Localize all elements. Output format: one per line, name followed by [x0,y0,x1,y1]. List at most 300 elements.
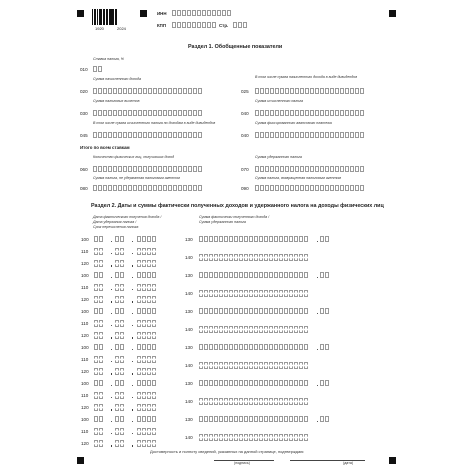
input-cell[interactable] [254,308,258,314]
input-cell[interactable] [137,356,141,362]
input-cell[interactable] [204,326,208,332]
date-day-cells[interactable] [94,428,103,434]
input-cell[interactable] [137,308,141,314]
input-cell[interactable] [299,416,303,422]
input-cell[interactable] [153,132,157,138]
input-cell[interactable] [152,440,156,446]
input-cell[interactable] [193,88,197,94]
input-cell[interactable] [264,254,268,260]
input-cell[interactable] [259,398,263,404]
input-cell[interactable] [244,236,248,242]
deductions-cells[interactable] [93,110,202,116]
input-cell[interactable] [294,344,298,350]
date-month-cells[interactable] [115,344,124,350]
input-cell[interactable] [290,88,294,94]
input-cell[interactable] [188,88,192,94]
input-cell[interactable] [299,362,303,368]
input-cell[interactable] [103,185,107,191]
calculated-tax-cells[interactable] [255,110,364,116]
input-cell[interactable] [325,380,329,386]
input-cell[interactable] [199,416,203,422]
input-cell[interactable] [274,272,278,278]
input-cell[interactable] [142,272,146,278]
input-cell[interactable] [229,272,233,278]
input-cell[interactable] [239,380,243,386]
input-cell[interactable] [128,110,132,116]
input-cell[interactable] [163,166,167,172]
input-cell[interactable] [269,380,273,386]
input-cell[interactable] [152,248,156,254]
input-cell[interactable] [304,290,308,296]
input-cell[interactable] [177,22,181,28]
input-cell[interactable] [229,236,233,242]
input-cell[interactable] [103,132,107,138]
input-cell[interactable] [320,88,324,94]
input-cell[interactable] [304,236,308,242]
date-day-cells[interactable] [94,296,103,302]
income-amount-cells[interactable] [199,344,308,350]
input-cell[interactable] [152,296,156,302]
input-cell[interactable] [137,380,141,386]
input-cell[interactable] [123,132,127,138]
input-cell[interactable] [137,236,141,242]
input-cell[interactable] [224,272,228,278]
input-cell[interactable] [178,166,182,172]
input-cell[interactable] [249,362,253,368]
input-cell[interactable] [214,362,218,368]
input-cell[interactable] [255,132,259,138]
input-cell[interactable] [244,254,248,260]
input-cell[interactable] [304,380,308,386]
input-cell[interactable] [108,110,112,116]
input-cell[interactable] [299,236,303,242]
input-cell[interactable] [147,236,151,242]
input-cell[interactable] [188,132,192,138]
input-cell[interactable] [254,290,258,296]
input-cell[interactable] [315,166,319,172]
input-cell[interactable] [163,88,167,94]
input-cell[interactable] [137,284,141,290]
input-cell[interactable] [274,308,278,314]
input-cell[interactable] [148,185,152,191]
input-cell[interactable] [209,236,213,242]
input-cell[interactable] [153,185,157,191]
input-cell[interactable] [183,132,187,138]
input-cell[interactable] [219,416,223,422]
input-cell[interactable] [123,166,127,172]
input-cell[interactable] [299,380,303,386]
input-cell[interactable] [98,66,102,72]
input-cell[interactable] [152,392,156,398]
input-cell[interactable] [152,236,156,242]
input-cell[interactable] [120,248,124,254]
input-cell[interactable] [152,404,156,410]
input-cell[interactable] [148,166,152,172]
input-cell[interactable] [269,290,273,296]
input-cell[interactable] [274,326,278,332]
input-cell[interactable] [142,332,146,338]
input-cell[interactable] [325,416,329,422]
input-cell[interactable] [350,132,354,138]
input-cell[interactable] [115,416,119,422]
input-cell[interactable] [147,380,151,386]
input-cell[interactable] [204,290,208,296]
input-cell[interactable] [279,308,283,314]
input-cell[interactable] [254,398,258,404]
input-cell[interactable] [118,185,122,191]
input-cell[interactable] [93,185,97,191]
input-cell[interactable] [289,254,293,260]
input-cell[interactable] [345,185,349,191]
input-cell[interactable] [120,332,124,338]
withheld-amount-cells[interactable] [199,362,308,368]
input-cell[interactable] [270,88,274,94]
input-cell[interactable] [315,88,319,94]
input-cell[interactable] [259,254,263,260]
input-cell[interactable] [249,308,253,314]
input-cell[interactable] [209,380,213,386]
input-cell[interactable] [335,132,339,138]
input-cell[interactable] [243,22,247,28]
input-cell[interactable] [285,132,289,138]
input-cell[interactable] [294,380,298,386]
input-cell[interactable] [93,66,97,72]
input-cell[interactable] [355,185,359,191]
input-cell[interactable] [264,344,268,350]
input-cell[interactable] [115,344,119,350]
input-cell[interactable] [214,290,218,296]
income-amount-cells[interactable] [199,272,308,278]
input-cell[interactable] [249,416,253,422]
input-cell[interactable] [224,308,228,314]
input-cell[interactable] [254,380,258,386]
input-cell[interactable] [94,296,98,302]
input-cell[interactable] [199,272,203,278]
input-cell[interactable] [304,344,308,350]
input-cell[interactable] [158,88,162,94]
input-cell[interactable] [120,368,124,374]
input-cell[interactable] [177,10,181,16]
date-day-cells[interactable] [94,272,103,278]
input-cell[interactable] [259,380,263,386]
input-cell[interactable] [239,362,243,368]
input-cell[interactable] [330,88,334,94]
input-cell[interactable] [305,166,309,172]
date-month-cells[interactable] [115,308,124,314]
input-cell[interactable] [99,392,103,398]
input-cell[interactable] [137,260,141,266]
input-cell[interactable] [304,326,308,332]
input-cell[interactable] [224,344,228,350]
input-cell[interactable] [193,132,197,138]
input-cell[interactable] [335,88,339,94]
input-cell[interactable] [325,272,329,278]
input-cell[interactable] [229,308,233,314]
input-cell[interactable] [168,132,172,138]
input-cell[interactable] [279,416,283,422]
input-cell[interactable] [209,362,213,368]
input-cell[interactable] [219,290,223,296]
input-cell[interactable] [259,290,263,296]
input-cell[interactable] [99,236,103,242]
input-cell[interactable] [98,110,102,116]
input-cell[interactable] [274,344,278,350]
input-cell[interactable] [254,326,258,332]
input-cell[interactable] [269,236,273,242]
input-cell[interactable] [264,326,268,332]
input-cell[interactable] [234,272,238,278]
input-cell[interactable] [294,362,298,368]
input-cell[interactable] [310,88,314,94]
input-cell[interactable] [94,320,98,326]
input-cell[interactable] [294,416,298,422]
input-cell[interactable] [99,440,103,446]
date-year-cells[interactable] [137,440,156,446]
input-cell[interactable] [294,398,298,404]
input-cell[interactable] [147,296,151,302]
input-cell[interactable] [94,440,98,446]
input-cell[interactable] [214,344,218,350]
income-amount-cells[interactable] [199,416,308,422]
input-cell[interactable] [284,290,288,296]
input-cell[interactable] [143,110,147,116]
date-year-cells[interactable] [137,284,156,290]
input-cell[interactable] [147,392,151,398]
input-cell[interactable] [192,22,196,28]
input-cell[interactable] [249,380,253,386]
input-cell[interactable] [244,380,248,386]
input-cell[interactable] [238,22,242,28]
rate-cells[interactable] [93,66,102,72]
input-cell[interactable] [115,332,119,338]
input-cell[interactable] [94,380,98,386]
input-cell[interactable] [120,296,124,302]
input-cell[interactable] [269,326,273,332]
input-cell[interactable] [325,166,329,172]
input-cell[interactable] [120,428,124,434]
date-month-cells[interactable] [115,368,124,374]
input-cell[interactable] [274,398,278,404]
input-cell[interactable] [275,132,279,138]
input-cell[interactable] [152,308,156,314]
input-cell[interactable] [178,88,182,94]
input-cell[interactable] [99,248,103,254]
input-cell[interactable] [94,332,98,338]
input-cell[interactable] [173,132,177,138]
input-cell[interactable] [197,10,201,16]
input-cell[interactable] [224,254,228,260]
input-cell[interactable] [214,272,218,278]
input-cell[interactable] [137,296,141,302]
input-cell[interactable] [269,254,273,260]
input-cell[interactable] [137,404,141,410]
input-cell[interactable] [103,110,107,116]
input-cell[interactable] [229,290,233,296]
input-cell[interactable] [115,428,119,434]
input-cell[interactable] [99,344,103,350]
input-cell[interactable] [98,88,102,94]
input-cell[interactable] [197,22,201,28]
input-cell[interactable] [142,308,146,314]
input-cell[interactable] [340,166,344,172]
input-cell[interactable] [115,284,119,290]
input-cell[interactable] [128,166,132,172]
input-cell[interactable] [137,440,141,446]
input-cell[interactable] [285,166,289,172]
input-cell[interactable] [199,434,203,440]
input-cell[interactable] [168,110,172,116]
input-cell[interactable] [152,368,156,374]
input-cell[interactable] [147,428,151,434]
input-cell[interactable] [93,88,97,94]
input-cell[interactable] [234,236,238,242]
not-withheld-cells[interactable] [93,185,202,191]
date-year-cells[interactable] [137,272,156,278]
input-cell[interactable] [355,110,359,116]
input-cell[interactable] [239,290,243,296]
input-cell[interactable] [224,290,228,296]
input-cell[interactable] [260,132,264,138]
input-cell[interactable] [94,272,98,278]
input-cell[interactable] [138,132,142,138]
input-cell[interactable] [133,185,137,191]
input-cell[interactable] [284,254,288,260]
input-cell[interactable] [120,380,124,386]
input-cell[interactable] [244,272,248,278]
input-cell[interactable] [142,440,146,446]
input-cell[interactable] [143,132,147,138]
input-cell[interactable] [264,272,268,278]
input-cell[interactable] [93,166,97,172]
input-cell[interactable] [108,185,112,191]
input-cell[interactable] [142,260,146,266]
input-cell[interactable] [204,380,208,386]
input-cell[interactable] [99,320,103,326]
input-cell[interactable] [274,236,278,242]
input-cell[interactable] [335,185,339,191]
input-cell[interactable] [198,166,202,172]
input-cell[interactable] [98,166,102,172]
input-cell[interactable] [99,284,103,290]
input-cell[interactable] [300,88,304,94]
input-cell[interactable] [264,308,268,314]
input-cell[interactable] [330,185,334,191]
dividend-tax-cells[interactable] [93,132,202,138]
date-month-cells[interactable] [115,260,124,266]
input-cell[interactable] [133,88,137,94]
input-cell[interactable] [234,308,238,314]
input-cell[interactable] [115,248,119,254]
date-day-cells[interactable] [94,380,103,386]
input-cell[interactable] [284,344,288,350]
input-cell[interactable] [128,185,132,191]
input-cell[interactable] [148,110,152,116]
input-cell[interactable] [229,344,233,350]
input-cell[interactable] [118,88,122,94]
input-cell[interactable] [147,344,151,350]
input-cell[interactable] [320,110,324,116]
input-cell[interactable] [214,434,218,440]
input-cell[interactable] [214,326,218,332]
input-cell[interactable] [94,284,98,290]
input-cell[interactable] [183,185,187,191]
input-cell[interactable] [103,166,107,172]
input-cell[interactable] [152,356,156,362]
input-cell[interactable] [99,416,103,422]
input-cell[interactable] [113,166,117,172]
input-cell[interactable] [259,416,263,422]
input-cell[interactable] [305,110,309,116]
input-cell[interactable] [148,88,152,94]
input-cell[interactable] [260,88,264,94]
input-cell[interactable] [183,110,187,116]
input-cell[interactable] [115,296,119,302]
input-cell[interactable] [295,110,299,116]
input-cell[interactable] [229,398,233,404]
input-cell[interactable] [199,362,203,368]
input-cell[interactable] [98,185,102,191]
input-cell[interactable] [254,254,258,260]
input-cell[interactable] [148,132,152,138]
input-cell[interactable] [94,428,98,434]
input-cell[interactable] [224,236,228,242]
input-cell[interactable] [360,110,364,116]
input-cell[interactable] [94,344,98,350]
input-cell[interactable] [285,88,289,94]
input-cell[interactable] [118,166,122,172]
input-cell[interactable] [163,185,167,191]
input-cell[interactable] [219,398,223,404]
input-cell[interactable] [183,88,187,94]
input-cell[interactable] [187,22,191,28]
input-cell[interactable] [244,362,248,368]
input-cell[interactable] [254,362,258,368]
input-cell[interactable] [233,22,237,28]
input-cell[interactable] [269,272,273,278]
kpp-cells[interactable] [172,22,216,28]
input-cell[interactable] [279,344,283,350]
input-cell[interactable] [280,166,284,172]
input-cell[interactable] [118,110,122,116]
input-cell[interactable] [255,88,259,94]
date-day-cells[interactable] [94,404,103,410]
input-cell[interactable] [310,132,314,138]
input-cell[interactable] [212,10,216,16]
input-cell[interactable] [229,380,233,386]
input-cell[interactable] [113,185,117,191]
withheld-amount-cells[interactable] [199,326,308,332]
date-month-cells[interactable] [115,320,124,326]
input-cell[interactable] [204,362,208,368]
input-cell[interactable] [280,110,284,116]
input-cell[interactable] [315,132,319,138]
date-day-cells[interactable] [94,368,103,374]
input-cell[interactable] [142,380,146,386]
input-cell[interactable] [304,308,308,314]
input-cell[interactable] [137,368,141,374]
input-cell[interactable] [99,356,103,362]
input-cell[interactable] [168,166,172,172]
input-cell[interactable] [93,132,97,138]
input-cell[interactable] [294,308,298,314]
input-cell[interactable] [115,440,119,446]
input-cell[interactable] [214,308,218,314]
input-cell[interactable] [147,248,151,254]
input-cell[interactable] [93,110,97,116]
input-cell[interactable] [120,404,124,410]
input-cell[interactable] [350,88,354,94]
input-cell[interactable] [182,22,186,28]
